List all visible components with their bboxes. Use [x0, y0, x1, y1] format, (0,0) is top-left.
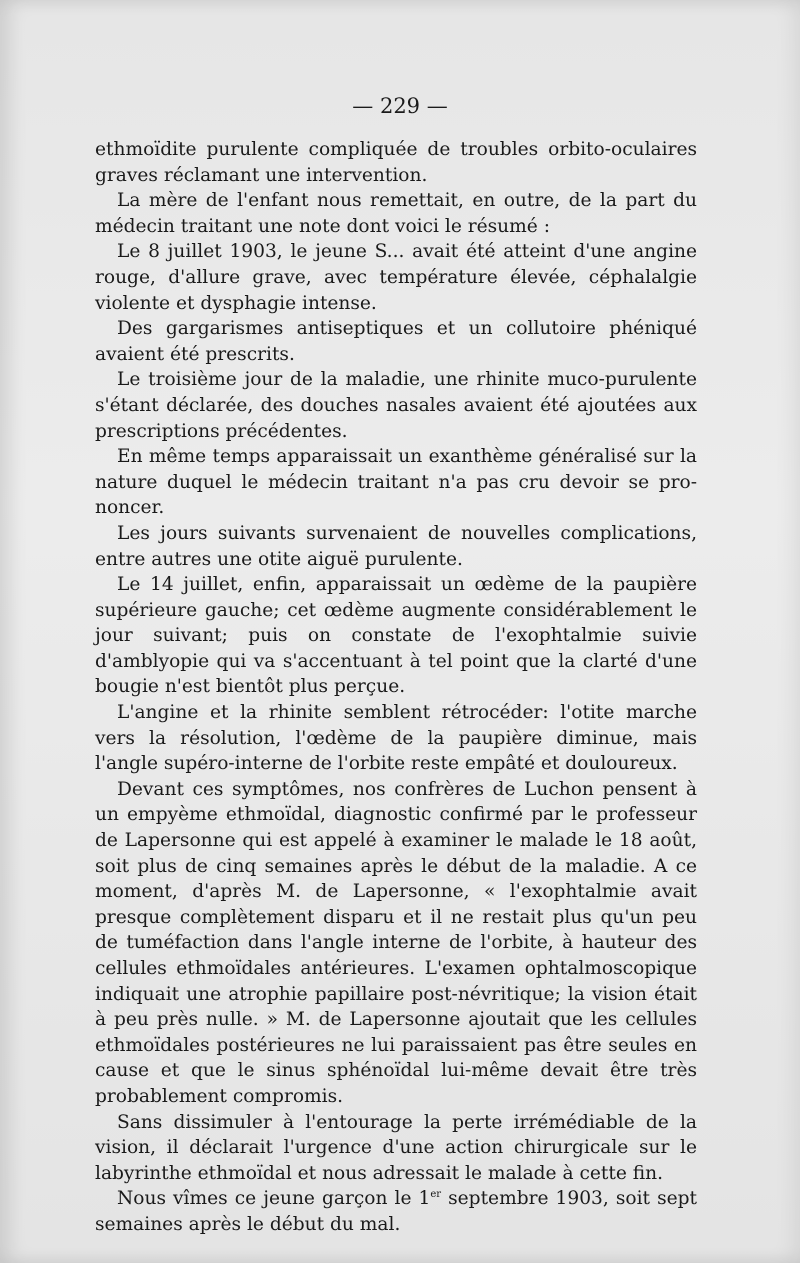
paragraph-12-end: septembre 1903, soit sept semaines après le début du mal. [95, 1188, 697, 1235]
page-number: — 229 — [352, 94, 448, 118]
paragraph-12-start: Nous vîmes ce jeune garçon le 1 [117, 1188, 431, 1210]
paragraph-12 [95, 1186, 697, 1237]
paragraph-3: Le 8 juillet 1903, le jeune S... avait été atteint d'une angine rouge, d'allure grave, avec température élevée, céphalalgie violente et dysphagie intense. [95, 241, 697, 314]
paragraph-6: En même temps apparaissait un exanthème généralisé sur la nature duquel le médecin traitant n'a pas cru devoir se prononcer. [95, 446, 697, 519]
paragraph-5: Le troisième jour de la maladie, une rhinite muco-purulente s'étant déclarée, des douches nasales avaient été ajoutées aux prescriptions précédentes. [95, 369, 697, 442]
paragraph-1: ethmoïdite purulente compliquée de troubles orbito-oculaires graves réclamant une intervention. [95, 139, 697, 186]
paragraph-4: Des gargarismes antiseptiques et un collutoire phéniqué avaient été prescrits. [95, 318, 697, 365]
paragraph-10: Devant ces symptômes, nos confrères de Luchon pensent à un empyème ethmoïdal, diagnostic confirmé par le professeur de Lapersonne qui est appelé à examiner le malade le 18 août, soit plus de cinq semaines après le début de la maladie. A ce moment, d'après M. de Lapersonne, « l'exophtalmie avait presque complètement disparu et il ne restait plus qu'un peu de tuméfaction dans l'angle interne de l'orbite, à hauteur des cellules ethmoïdales antérieures. L'examen ophtalmoscopique indiquait une atrophie papillaire post-névritique; la vision était à peu près nulle. » M. de Lapersonne ajoutait que les cellules ethmoïdales postérieures ne lui paraissaient pas être seules en cause et que le sinus sphénoïdal lui-même devait être très probablement compromis. [95, 778, 697, 1107]
paragraph-7: Les jours suivants survenaient de nouvelles complications, entre autres une otite aiguë purulente. [95, 522, 697, 570]
paragraph-2: La mère de l'enfant nous remettait, en outre, de la part du médecin traitant une note dont voici le résumé : [95, 190, 697, 237]
paragraph-8: Le 14 juillet, enfin, apparaissait un œdème de la paupière supérieure gauche; cet œdème augmente considérablement le jour suivant; puis on constate de l'exophtalmie suivie d'amblyopie qui va s'accentuant à tel point que la clarté d'une bougie n'est bientôt plus perçue. [95, 574, 697, 698]
ordinal-superscript: er [430, 1189, 442, 1201]
paragraph-9: L'angine et la rhinite semblent rétrocéder: l'otite marche vers la résolution, l'œdème de la paupière diminue, mais l'angle supéro-interne de l'orbite reste empâté et douloureux. [95, 702, 697, 775]
body-text [95, 137, 697, 1238]
paragraph-11: Sans dissimuler à l'entourage la perte irrémédiable de la vision, il déclarait l'urgence d'une action chirurgicale sur le labyrinthe ethmoïdal et nous adressait le malade à cette fin. [95, 1111, 697, 1184]
